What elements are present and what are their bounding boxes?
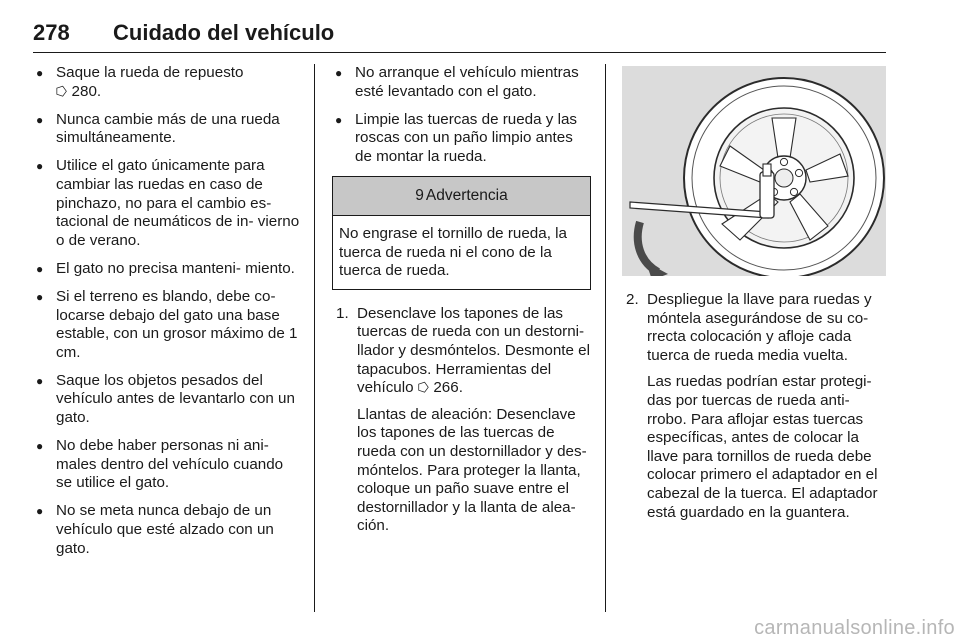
watermark: carmanualsonline.info: [754, 617, 955, 639]
list-item: ● No arranque el vehículo mientras esté levantado con el gato.: [332, 64, 592, 101]
wheel-wrench-icon: [622, 66, 886, 276]
column-divider: [605, 64, 606, 612]
list-item: ● No debe haber personas ni ani- males dentro del vehículo cuando se utilice el gato.: [33, 437, 301, 493]
step-paragraph: Despliegue la llave para ruedas y móntela asegurándose de su co- rrecta colocación y afloje cada tuerca de rueda media vuelta.: [647, 291, 872, 364]
ref-arrow-icon: ⭔: [417, 380, 430, 396]
page-number: 278: [33, 20, 70, 45]
column-right: [622, 291, 887, 522]
warning-box: [332, 176, 591, 290]
list-item: ● Saque la rueda de repuesto ⭔ 280.: [33, 64, 301, 101]
list-item: ● No se meta nunca debajo de un vehículo que esté alzado con un gato.: [33, 502, 301, 558]
wheel-illustration: [622, 66, 886, 276]
step-paragraph: Llantas de aleación: Desenclave los tapones de las tuercas de rueda con un destornillador y des- móntelos. Para proteger la llanta, coloque un paño suave entre el destornillador y la llanta de alea- ción.: [357, 405, 587, 535]
list-item: ● Saque los objetos pesados del vehículo antes de levantarlo con un gato.: [33, 372, 301, 428]
step-item: 1. Desenclave los tapones de las tuercas de rueda con un destorni- llador y desmóntelos. Desmonte el tapacubos. Herramientas del vehículo ⭔ 266. Llantas de aleación: Desenclave los tapones de las tuercas de rueda con un destornillador y des- móntelos. Para proteger la llanta, coloque un paño suave entre el destornillador y la llanta de alea- ción.: [336, 304, 590, 535]
step-number: 1.: [336, 304, 349, 322]
step-number: 2.: [626, 291, 639, 308]
warning-title: Advertencia: [425, 186, 508, 204]
column-middle: [332, 64, 592, 536]
warning-triangle-icon: 9: [415, 186, 424, 204]
page-title: Cuidado del vehículo: [113, 20, 335, 45]
step-item: [622, 291, 887, 522]
column-left: [33, 64, 301, 568]
step-paragraph: Las ruedas podrían estar protegi- das por tuercas de rueda anti- rrobo. Para aflojar estas tuercas específicas, antes de colocar la llave para tornillos de rueda debe colocar primero el adaptador en el cabezal de la tuerca. El adaptador está guardado en la guantera.: [647, 373, 878, 521]
warning-body: No engrase el tornillo de rueda, la tuerca de rueda ni el cono de la tuerca de rueda.: [339, 224, 567, 280]
ref-arrow-icon: ⭔: [56, 83, 68, 99]
page-reference[interactable]: 266.: [433, 379, 463, 397]
list-item: ● Si el terreno es blando, debe co- locarse debajo del gato una base estable, con un grosor máximo de 1 cm.: [33, 288, 301, 362]
warning-header: [333, 177, 590, 216]
list-item: ● Limpie las tuercas de rueda y las roscas con un paño limpio antes de montar la rueda.: [332, 111, 592, 167]
page-reference[interactable]: 280.: [71, 82, 102, 100]
list-item: ● Utilice el gato únicamente para cambiar las ruedas en caso de pinchazo, no para el cambio es- tacional de neumáticos de in- vierno o de verano.: [33, 157, 301, 250]
list-item: ● El gato no precisa manteni- miento.: [33, 260, 301, 279]
list-item: ● Nunca cambie más de una rueda simultáneamente.: [33, 111, 301, 148]
column-divider: [314, 64, 315, 612]
page-header: [33, 14, 886, 53]
